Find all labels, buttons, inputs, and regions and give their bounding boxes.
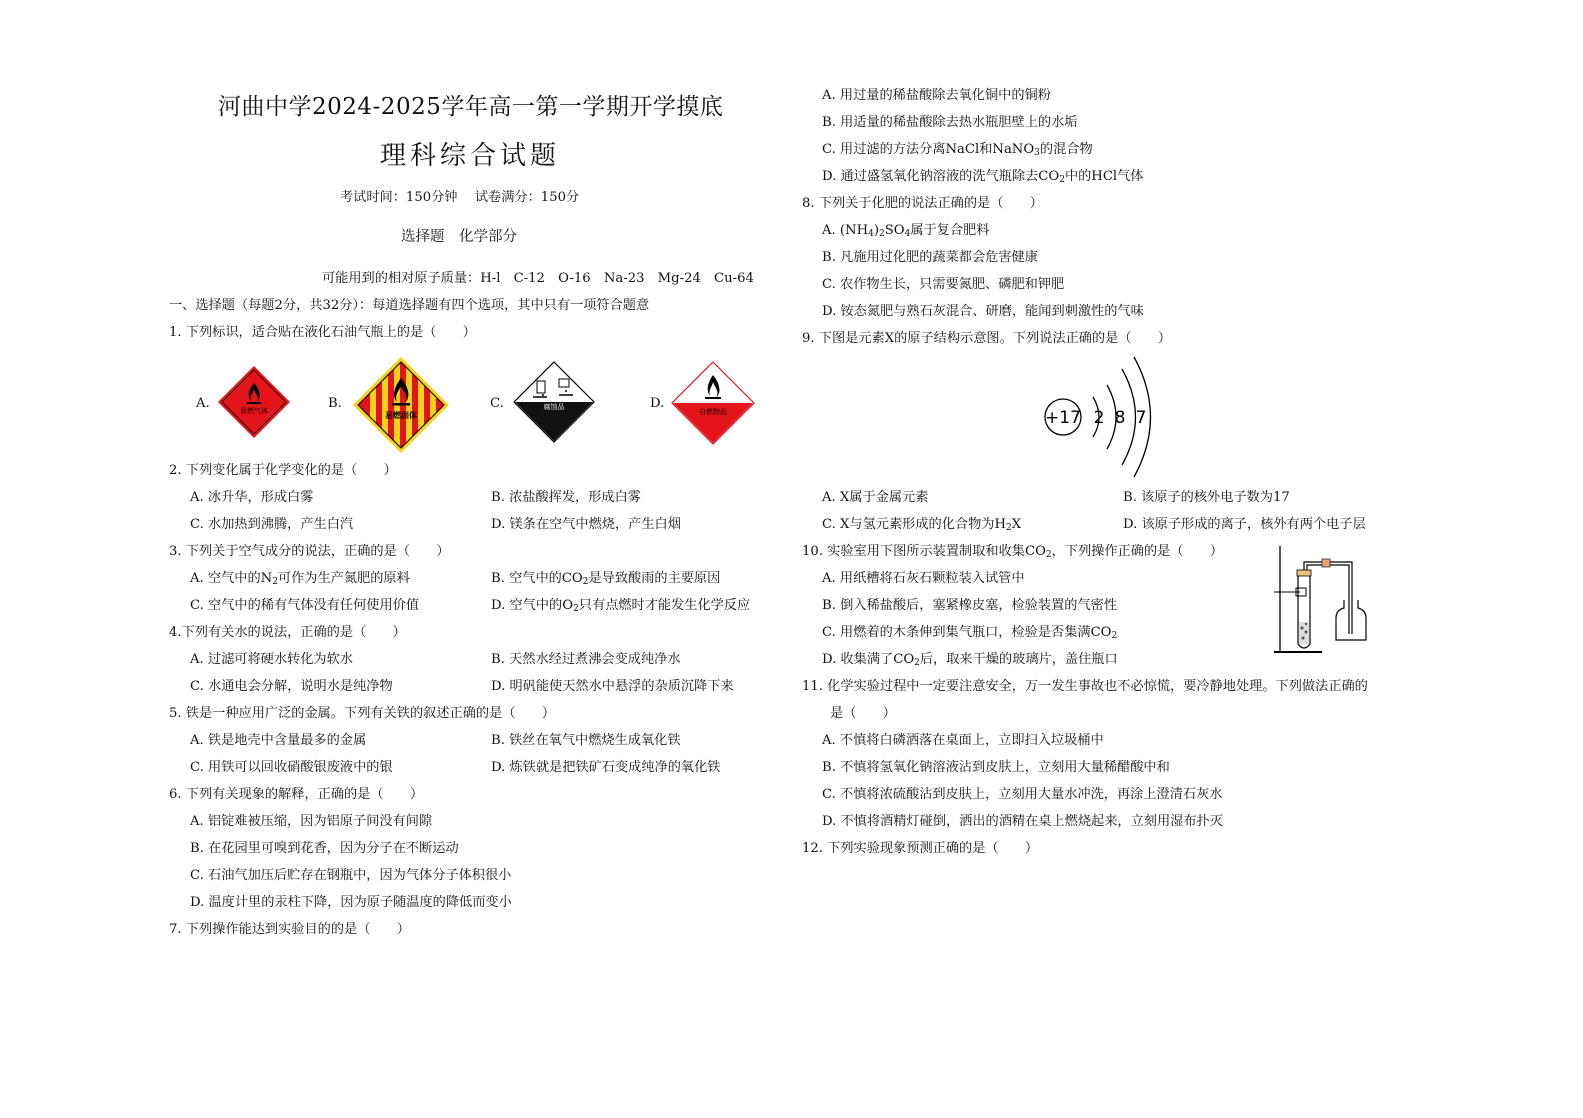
- q8-option-b: B. 凡施用过化肥的蔬菜都会危害健康: [822, 250, 1038, 265]
- q8-option-c: C. 农作物生长，只需要氮肥、磷肥和钾肥: [822, 277, 1065, 292]
- atomic-masses: 可能用到的相对原子质量：H-l C-12 O-16 Na-23 Mg-24 Cu-64: [322, 271, 754, 286]
- q1-sign-c-text: 腐蚀品: [543, 403, 565, 411]
- q9-option-c: C. X与氢元素形成的化合物为$H_2X$: [822, 517, 1022, 533]
- q5-option-b: B. 铁丝在氧气中燃烧生成氧化铁: [491, 733, 681, 748]
- q9-option-b: B. 该原子的核外电子数为17: [1123, 490, 1290, 505]
- corrosive-sign-icon: [513, 361, 595, 443]
- q11-stem-line2: 是（ ）: [830, 706, 896, 721]
- co2-apparatus-diagram: [1270, 544, 1374, 658]
- q7-option-c: C. 用过滤的方法分离NaCl和NaNO$_3$的混合物: [822, 142, 1093, 158]
- instructions: 一、选择题（每题2分，共32分）：每道选择题有四个选项，其中只有一项符合题意: [169, 298, 650, 313]
- q6-option-b: B. 在花园里可嗅到花香，因为分子在不断运动: [190, 841, 459, 856]
- q4-option-d: D. 明矾能使天然水中悬浮的杂质沉降下来: [491, 679, 734, 694]
- flammable-solid-sign-icon: [352, 356, 450, 454]
- q11-stem-line1: 11. 化学实验过程中一定要注意安全，万一发生事故也不必惊慌，要冷静地处理。下列做法正确的: [802, 679, 1368, 694]
- q7-option-d: D. 通过盛氢氧化钠溶液的洗气瓶除去$CO_2$中的HCl气体: [822, 169, 1144, 185]
- nucleus-charge: +17: [1045, 408, 1081, 428]
- q11-option-a: A. 不慎将白磷洒落在桌面上，立即扫入垃圾桶中: [822, 733, 1104, 748]
- q1-option-c-label: C.: [490, 396, 504, 411]
- q11-option-d: D. 不慎将酒精灯碰倒，洒出的酒精在桌上燃烧起来，立刻用湿布扑灭: [822, 814, 1223, 829]
- q3-stem: 3. 下列关于空气成分的说法，正确的是（ ）: [169, 544, 450, 559]
- q6-option-c: C. 石油气加压后贮存在钢瓶中，因为气体分子体积很小: [190, 868, 512, 883]
- q5-option-c: C. 用铁可以回收硝酸银废液中的银: [190, 760, 393, 775]
- q10-option-d: D. 收集满了$CO_2$后，取来干燥的玻璃片，盖住瓶口: [822, 652, 1118, 668]
- q5-stem: 5. 铁是一种应用广泛的金属。下列有关铁的叙述正确的是（ ）: [169, 706, 556, 721]
- q1-sign-a-text: 易燃气体: [240, 407, 268, 415]
- q1-option-d-label: D.: [650, 396, 665, 411]
- atom-structure-diagram: [1035, 355, 1155, 480]
- q4-option-c: C. 水通电会分解，说明水是纯净物: [190, 679, 393, 694]
- school-title: 河曲中学2024-2025学年高一第一学期开学摸底: [218, 94, 724, 120]
- q2-option-c: C. 水加热到沸腾，产生白汽: [190, 517, 354, 532]
- q6-stem: 6. 下列有关现象的解释，正确的是（ ）: [169, 787, 424, 802]
- q7-stem: 7. 下列操作能达到实验目的的是（ ）: [169, 922, 410, 937]
- q6-option-a: A. 铝锭难被压缩，因为铝原子间没有间隙: [190, 814, 433, 829]
- q6-option-d: D. 温度计里的汞柱下降，因为原子随温度的降低而变小: [190, 895, 512, 910]
- exam-info: 考试时间：150分钟 试卷满分：150分: [340, 190, 580, 205]
- q10-option-a: A. 用纸槽将石灰石颗粒装入试管中: [822, 571, 1025, 586]
- q1-sign-b-text: 易燃固体: [385, 411, 417, 420]
- q2-option-d: D. 镁条在空气中燃烧，产生白烟: [491, 517, 681, 532]
- q11-option-c: C. 不慎将浓硫酸沾到皮肤上，立刻用大量水冲洗，再涂上澄清石灰水: [822, 787, 1223, 802]
- q4-option-b: B. 天然水经过煮沸会变成纯净水: [491, 652, 681, 667]
- section-title: 选择题 化学部分: [401, 229, 517, 245]
- q5-option-d: D. 炼铁就是把铁矿石变成纯净的氧化铁: [491, 760, 721, 775]
- q3-option-c: C. 空气中的稀有气体没有任何使用价值: [190, 598, 420, 613]
- q4-stem: 4.下列有关水的说法，正确的是（ ）: [169, 625, 406, 640]
- flammable-gas-sign-icon: [217, 365, 291, 439]
- q10-stem: 10. 实验室用下图所示装置制取和收集$CO_2$，下列操作正确的是（ ）: [802, 544, 1224, 560]
- q1-sign-d-text: 自燃物品: [699, 408, 727, 416]
- q9-option-a: A. X属于金属元素: [822, 490, 929, 505]
- shell-1-electrons: 2: [1093, 408, 1105, 428]
- q8-option-d: D. 铵态氮肥与熟石灰混合、研磨，能闻到刺激性的气味: [822, 304, 1144, 319]
- shell-3-electrons: 7: [1135, 408, 1147, 428]
- q8-option-a: A. $(NH_4)_2SO_4$属于复合肥料: [822, 223, 990, 239]
- q7-option-b: B. 用适量的稀盐酸除去热水瓶胆壁上的水垢: [822, 115, 1078, 130]
- q3-option-a: A. 空气中的$N_2$可作为生产氮肥的原料: [190, 571, 410, 587]
- q10-option-c: C. 用燃着的木条伸到集气瓶口，检验是否集满$CO_2$: [822, 625, 1118, 641]
- q9-option-d: D. 该原子形成的离子，核外有两个电子层: [1123, 517, 1366, 532]
- q2-stem: 2. 下列变化属于化学变化的是（ ）: [169, 463, 397, 478]
- q4-option-a: A. 过滤可将硬水转化为软水: [190, 652, 353, 667]
- q2-option-a: A. 冰升华，形成白雾: [190, 490, 314, 505]
- q1-option-b-label: B.: [328, 396, 342, 411]
- subject-title: 理科综合试题: [380, 141, 561, 171]
- q2-option-b: B. 浓盐酸挥发，形成白雾: [491, 490, 641, 505]
- q10-option-b: B. 倒入稀盐酸后，塞紧橡皮塞，检验装置的气密性: [822, 598, 1118, 613]
- q5-option-a: A. 铁是地壳中含量最多的金属: [190, 733, 367, 748]
- shell-2-electrons: 8: [1114, 408, 1126, 428]
- spontaneously-combustible-sign-icon: [671, 361, 755, 445]
- q9-stem: 9. 下图是元素X的原子结构示意图。下列说法正确的是（ ）: [802, 331, 1172, 346]
- q7-option-a: A. 用过量的稀盐酸除去氧化铜中的铜粉: [822, 88, 1051, 103]
- q1-stem: 1. 下列标识，适合贴在液化石油气瓶上的是（ ）: [169, 325, 476, 340]
- q3-option-d: D. 空气中的$O_2$只有点燃时才能发生化学反应: [491, 598, 751, 614]
- q3-option-b: B. 空气中的$CO_2$是导致酸雨的主要原因: [491, 571, 721, 587]
- q12-stem: 12. 下列实验现象预测正确的是（ ）: [802, 841, 1039, 856]
- q1-option-a-label: A.: [196, 396, 210, 411]
- q8-stem: 8. 下列关于化肥的说法正确的是（ ）: [802, 196, 1043, 211]
- q11-option-b: B. 不慎将氢氧化钠溶液沾到皮肤上，立刻用大量稀醋酸中和: [822, 760, 1170, 775]
